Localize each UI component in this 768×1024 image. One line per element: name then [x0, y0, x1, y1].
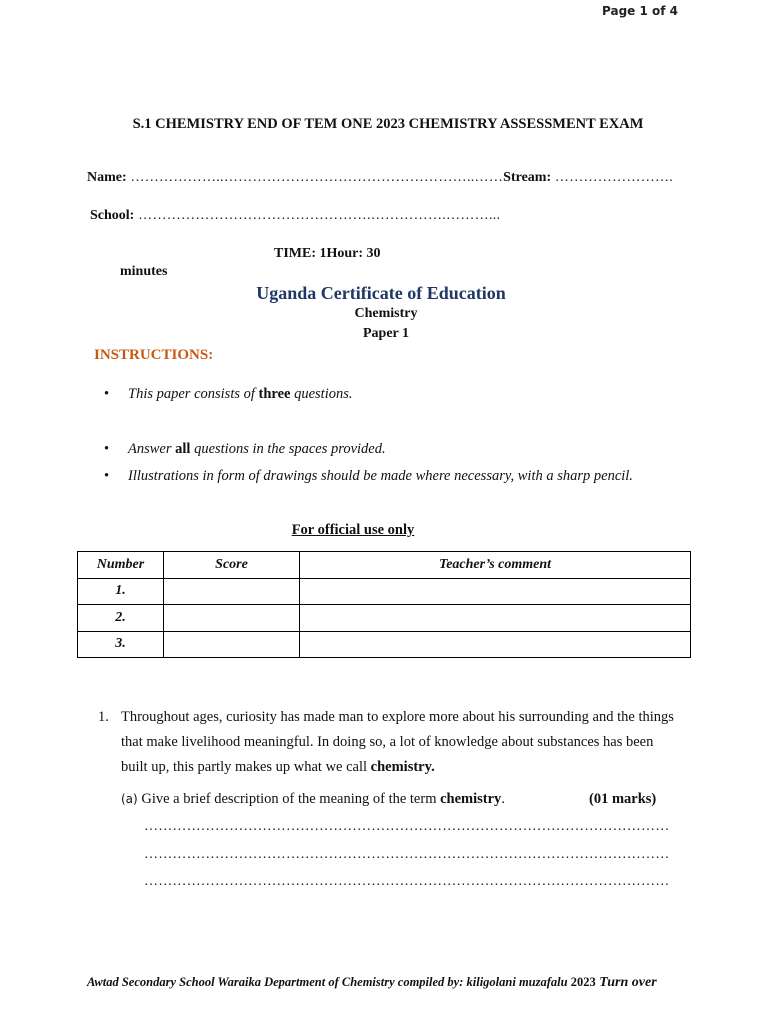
- instruction-emphasis: three: [258, 386, 291, 402]
- table-row: [78, 631, 691, 658]
- turn-over-label: Turn over: [595, 975, 657, 990]
- name-field-row: [87, 170, 673, 186]
- school-field-row: [90, 208, 500, 224]
- question-stem: Throughout ages, curiosity has made man to explore more about his surrounding and the things that make livelihood meaningful. In doing so, a lot of knowledge about substances has been built up, this partly makes up what we call: [121, 709, 674, 775]
- instruction-text: Illustrations in form of drawings should be made where necessary, with a sharp pencil.: [128, 468, 633, 484]
- answer-line: …………………………………………………………………………………………………: [144, 819, 670, 834]
- instruction-text: questions.: [290, 386, 353, 402]
- exam-body-heading: Uganda Certificate of Education: [256, 283, 506, 303]
- part-text-end: .: [501, 791, 505, 807]
- part-label: (a): [121, 792, 138, 806]
- instruction-text: questions in the spaces provided.: [190, 441, 386, 457]
- question-1: [98, 705, 678, 780]
- exam-time: TIME: 1Hour: 30: [274, 246, 381, 261]
- stream-label: Stream:: [503, 170, 552, 185]
- bullet-icon: •: [104, 441, 110, 457]
- instruction-emphasis: all: [175, 441, 191, 457]
- part-text: Give a brief description of the meaning of the term: [137, 791, 441, 807]
- row-number: 1.: [78, 578, 164, 605]
- row-number: 3.: [78, 631, 164, 658]
- instruction-text: This paper consists of: [128, 386, 259, 402]
- instruction-text: Answer: [128, 441, 176, 457]
- table-row: [78, 605, 691, 632]
- name-label: Name:: [87, 170, 127, 185]
- table-header-row: [78, 552, 691, 579]
- column-header-comment: Teacher’s comment: [300, 552, 691, 579]
- footer-text: Awtad Secondary School Waraika Department of Chemistry compiled by: kiligolani muzafalu: [87, 975, 571, 989]
- question-1a-marks: (01 marks): [589, 791, 657, 807]
- question-text: [121, 705, 678, 780]
- answer-line: …………………………………………………………………………………………………: [144, 874, 670, 889]
- official-use-table: [77, 551, 691, 658]
- column-header-number: Number: [78, 552, 164, 579]
- page-number: Page 1 of 4: [602, 4, 678, 18]
- footer-year: 2023: [570, 975, 596, 989]
- school-blank: ………………………………………….…………….………...: [134, 208, 501, 223]
- comment-cell: [300, 605, 691, 632]
- question-keyword: chemistry.: [370, 759, 435, 775]
- school-label: School:: [90, 208, 135, 223]
- comment-cell: [300, 578, 691, 605]
- exam-time-minutes: minutes: [120, 264, 168, 279]
- stream-blank: …………………….: [551, 170, 674, 185]
- score-cell: [164, 578, 300, 605]
- official-use-heading: For official use only: [291, 522, 415, 538]
- paper-heading: Paper 1: [362, 326, 409, 341]
- name-blank: ………………..……………………………………………..……: [126, 170, 504, 185]
- table-row: [78, 578, 691, 605]
- subject-heading: Chemistry: [354, 306, 418, 321]
- score-cell: [164, 605, 300, 632]
- score-cell: [164, 631, 300, 658]
- answer-line: …………………………………………………………………………………………………: [144, 847, 670, 862]
- instruction-item: [104, 441, 386, 458]
- question-1a: [121, 791, 505, 808]
- part-keyword: chemistry: [440, 791, 502, 807]
- instruction-item: [104, 468, 633, 485]
- column-header-score: Score: [164, 552, 300, 579]
- instructions-heading: INSTRUCTIONS:: [94, 347, 214, 363]
- comment-cell: [300, 631, 691, 658]
- bullet-icon: •: [104, 386, 110, 402]
- exam-title: S.1 CHEMISTRY END OF TEM ONE 2023 CHEMISTRY ASSESSMENT EXAM: [132, 116, 644, 132]
- instruction-item: [104, 386, 353, 403]
- question-number: 1.: [98, 709, 109, 725]
- bullet-icon: •: [104, 468, 110, 484]
- row-number: 2.: [78, 605, 164, 632]
- page-footer: [87, 975, 657, 991]
